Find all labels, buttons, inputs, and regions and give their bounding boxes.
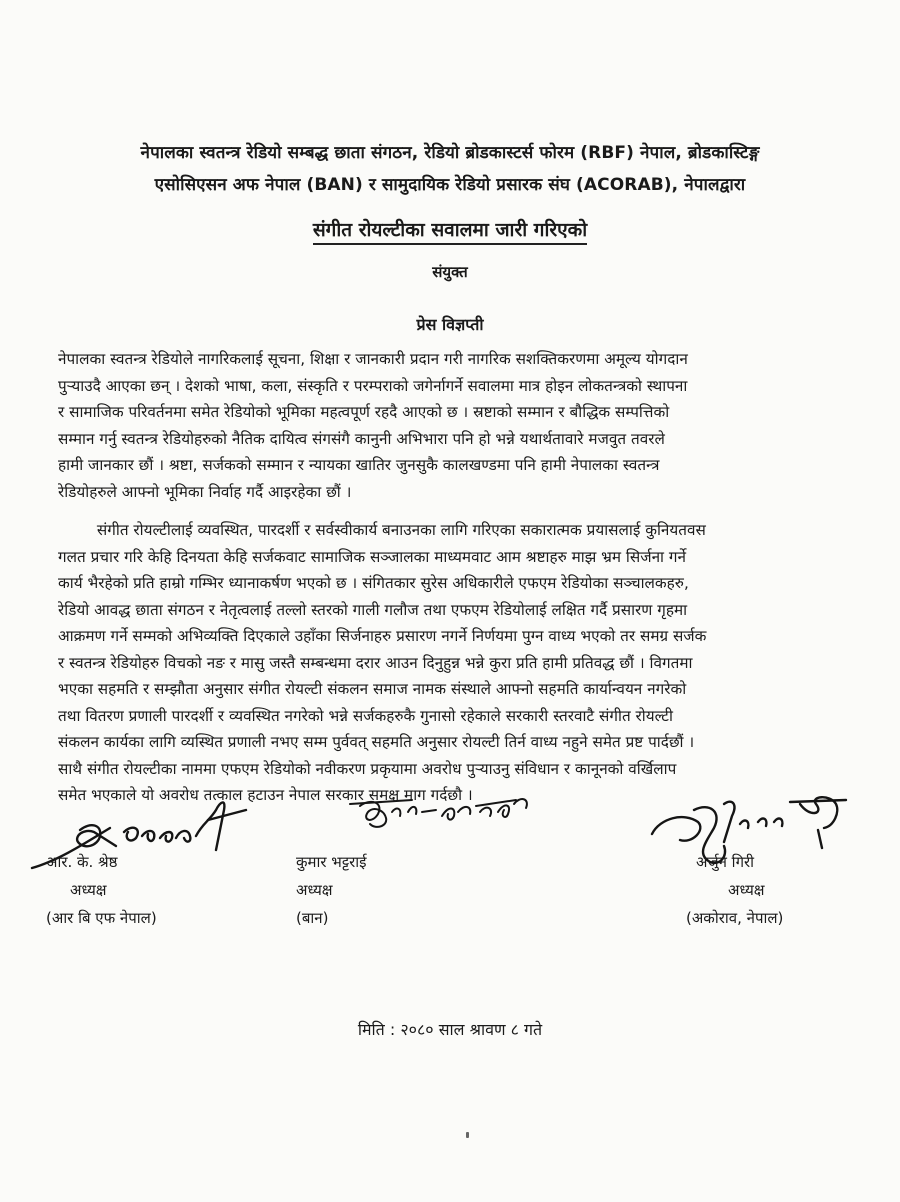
signatory-title: अध्यक्ष xyxy=(728,881,765,899)
signatory-name: कुमार भट्टराई xyxy=(296,853,367,871)
paragraph-line: आक्रमण गर्ने सम्मको अभिव्यक्ति दिएकाले उहाँका सिर्जनाहरु प्रसारण नगर्ने निर्णयमा पुग्न वाध्य भएको तर समग्र सर्जक xyxy=(58,627,707,645)
paragraph-line: गलत प्रचार गरि केहि दिनयता केहि सर्जकवाट सामाजिक सञ्जालका माध्यमवाट आम श्रष्टाहरु माझ भ्रम सिर्जना गर्ने xyxy=(58,547,686,566)
signatory-name: आर. के. श्रेष्ठ xyxy=(46,853,118,871)
paragraph-line: सम्मान गर्नु स्वतन्त्र रेडियोहरुको नैतिक दायित्व संगसंगै कानुनी अभिभारा पनि हो भन्ने यथार्थतावारे मजवुत तवरले xyxy=(58,429,665,448)
paragraph-line: पुऱ्याउदै आएका छन् । देशको भाषा, कला, संस्कृति र परम्पराको जगेर्नागर्ने सवालमा मात्र होइन लोकतन्त्रको स्थापना xyxy=(58,376,688,395)
paragraph-line: संगीत रोयल्टीलाई व्यवस्थित, पारदर्शी र सर्वस्वीकार्य बनाउनका लागि गरिएका सकारात्मक प्रयासलाई कुनियतवस xyxy=(58,521,706,539)
issue-date: मिति : २०८० साल श्रावण ८ गते xyxy=(357,1020,543,1039)
paragraph-line: र स्वतन्त्र रेडियोहरु विचको नङ र मासु जस्तै सम्बन्धमा दरार आउन दिनुहुन्न भन्ने कुरा प्रति हामी प्रतिवद्ध छौं । विगतमा xyxy=(58,653,693,672)
paragraph-line: साथै संगीत रोयल्टीका नाममा एफएम रेडियोको नवीकरण प्रकृयामा अवरोध पुऱ्याउनु संविधान र कानूनको वर्खिलाप xyxy=(58,759,677,778)
signatory-org: (आर बि एफ नेपाल) xyxy=(46,909,157,927)
signatory-title: अध्यक्ष xyxy=(296,881,333,899)
paragraph-line: कार्य भैरहेको प्रति हाम्रो गम्भिर ध्यानाकर्षण भएको छ । संगितकार सुरेस अधिकारीले एफएम रेडियोका सञ्चालकहरु, xyxy=(58,574,689,592)
paragraph-1 xyxy=(58,346,858,505)
signatory-3 xyxy=(686,848,856,932)
subject-text: संगीत रोयल्टीका सवालमा जारी गरिएको xyxy=(313,219,587,245)
paragraph-line: हामी जानकार छौं । श्रष्टा, सर्जकको सम्मान र न्यायका खातिर जुनसुकै कालखण्डमा पनि हामी नेपालका स्वतन्त्र xyxy=(58,456,660,474)
subject-heading xyxy=(0,216,900,242)
paper-mark xyxy=(466,1132,469,1138)
signatory-2 xyxy=(296,848,436,932)
signatory-1 xyxy=(46,848,206,932)
paragraph-line: संकलन कार्यका लागि व्यस्थित प्रणाली नभए सम्म पुर्ववत् सहमति अनुसार रोयल्टी तिर्न वाध्य नहुने समेत प्रष्ट पार्दछौं । xyxy=(58,733,695,751)
header-line-1: नेपालका स्वतन्त्र रेडियो सम्बद्ध छाता संगठन, रेडियो ब्रोडकास्टर्स फोरम (RBF) नेपाल, ब्रोडकास्टिङ्ग xyxy=(140,143,760,163)
paragraph-line: र सामाजिक परिवर्तनमा समेत रेडियोको भूमिका महत्वपूर्ण रहदै आएको छ । स्रष्टाको सम्मान र बौद्धिक सम्पत्तिको xyxy=(58,403,670,421)
joint-label: संयुक्त xyxy=(432,263,468,281)
signature-kumar-bhattarai xyxy=(340,782,540,842)
paragraph-line: समेत भएकाले यो अवरोध तत्काल हटाउन नेपाल सरकार समक्ष माग गर्दछौ । xyxy=(58,786,473,804)
press-release-title: प्रेस विज्ञप्ती xyxy=(416,315,484,334)
signatory-name: अर्जुन गिरी xyxy=(696,853,755,871)
paragraph-2 xyxy=(58,517,858,809)
paragraph-line: भएका सहमति र सम्झौता अनुसार संगीत रोयल्टी संकलन समाज नामक संस्थाले आफ्नो सहमति कार्यान्वयन नगरेको xyxy=(58,680,687,698)
signatory-org: (बान) xyxy=(296,909,329,927)
paragraph-line: तथा वितरण प्रणाली पारदर्शी र व्यवस्थित नगरेको भन्ने सर्जकहरुकै गुनासो रहेकाले सरकारी स्तरवाटै संगीत रोयल्टी xyxy=(58,706,673,725)
paragraph-line: रेडियो आवद्ध छाता संगठन र नेतृत्वलाई तल्लो स्तरको गाली गलौज तथा एफएम रेडियोलाई लक्षित गर्दै प्रसारण गृहमा xyxy=(58,600,688,619)
paragraph-line: रेडियोहरुले आफ्नो भूमिका निर्वाह गर्दै आइरहेका छौं । xyxy=(58,482,352,501)
paragraph-line: नेपालका स्वतन्त्र रेडियोले नागरिकलाई सूचना, शिक्षा र जानकारी प्रदान गरी नागरिक सशक्तिकरणमा अमूल्य योगदान xyxy=(58,350,688,368)
signatory-org: (अकोराव, नेपाल) xyxy=(686,909,784,927)
signatory-title: अध्यक्ष xyxy=(70,881,107,899)
header-line-2: एसोसिएसन अफ नेपाल (BAN) र सामुदायिक रेडियो प्रसारक संघ (ACORAB), नेपालद्वारा xyxy=(154,175,746,195)
